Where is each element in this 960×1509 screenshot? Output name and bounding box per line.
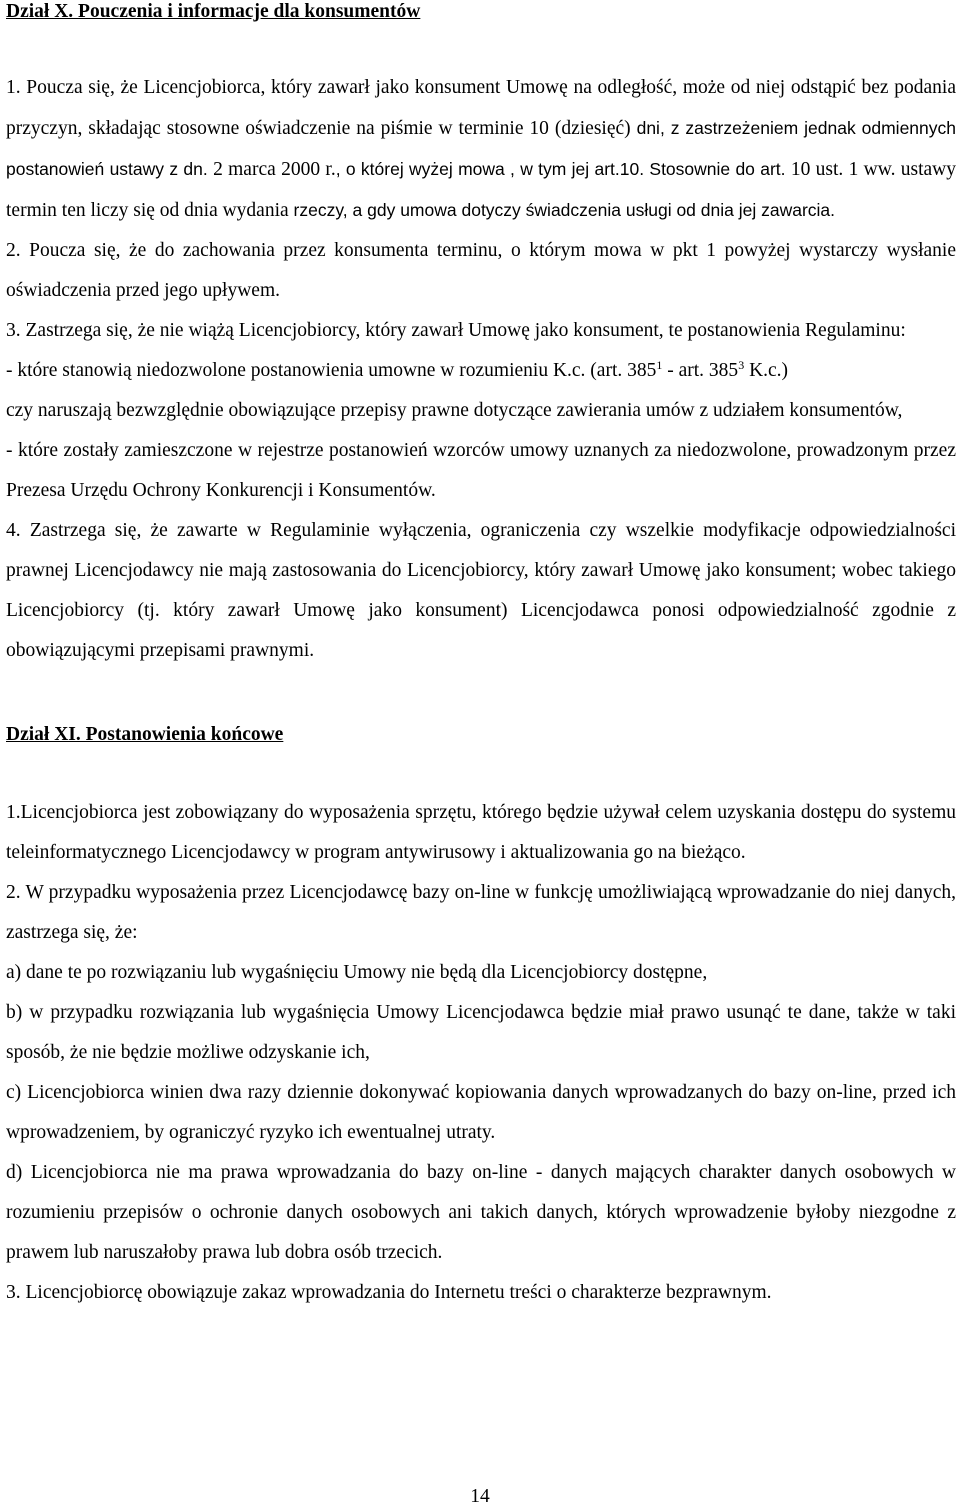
superscript-3: 3 [738,358,745,372]
section-10-paragraph-3-item-3: - które zostały zamieszczone w rejestrze postanowień wzorców umowy uznanych za niedozwolone, prowadzonym przez Prezesa Urzędu Ochrony Konkurencji i Konsumentów. [6,440,956,501]
document-page [6,0,956,1313]
section-10-paragraph-4: 4. Zastrzega się, że zawarte w Regulaminie wyłączenia, ograniczenia czy wszelkie modyfikacje odpowiedzialności prawnej Licencjodawcy nie mają zastosowania do Licencjobiorcy, który zawarł Umowę jako konsument; wobec takiego Licencjobiorcy (tj. który zawarł Umowę jako konsument) Licencjodawca ponosi odpowiedzialność zgodnie z obowiązującymi przepisami prawnymi. [6,520,956,661]
section-11-title: Dział XI. Postanowienia końcowe [6,724,284,745]
item-1-text-c: K.c.) [744,360,789,381]
section-11-item-b: b) w przypadku rozwiązania lub wygaśnięcia Umowy Licencjodawca będzie miał prawo usunąć te dane, także w taki sposób, że nie będzie możliwe odzyskanie ich, [6,1002,956,1063]
section-11-paragraph-2: 2. W przypadku wyposażenia przez Licencjodawcę bazy on-line w funkcję umożliwiającą wprowadzanie do niej danych, zastrzega się, że: [6,882,956,943]
paragraph-1-text-f: rzeczy, a gdy umowa dotyczy świadczenia usługi od dnia jej zawarcia. [293,200,836,220]
spacer [6,747,956,793]
spacer [6,24,956,68]
spacer [6,671,956,723]
section-11-item-d: d) Licencjobiorca nie ma prawa wprowadzania do bazy on-line - danych mających charakter danych osobowych w rozumieniu przepisów o ochronie danych osobowych ani takich danych, których wprowadzenie byłoby niezgodne z prawem lub naruszałoby prawa lub dobra osób trzecich. [6,1162,956,1263]
item-1-text-b: - art. 385 [662,360,739,381]
section-11-item-c: c) Licencjobiorca winien dwa razy dziennie dokonywać kopiowania danych wprowadzanych do bazy on-line, przed ich wprowadzeniem, by ograniczyć ryzyko ich ewentualnej utraty. [6,1082,956,1143]
paragraph-1-text-c: 2 marca 2000 r. [213,159,336,180]
section-11-paragraph-1: 1.Licencjobiorca jest zobowiązany do wyposażenia sprzętu, którego będzie używał celem uzyskania dostępu do systemu teleinformatycznego Licencjodawcy w program antywirusowy i aktualizowania go na bieżąco. [6,802,956,863]
item-1-text-a: - które stanowią niedozwolone postanowienia umowne w rozumieniu K.c. (art. 385 [6,360,657,381]
section-10-paragraph-2: 2. Poucza się, że do zachowania przez konsumenta terminu, o którym mowa w pkt 1 powyżej wystarczy wysłanie oświadczenia przed jego upływem. [6,240,956,301]
section-10-paragraph-3-item-2: czy naruszają bezwzględnie obowiązujące przepisy prawne dotyczące zawierania umów z udziałem konsumentów, [6,400,903,421]
paragraph-1-text-e: 10 ust. 1 ww. ustawy termin ten liczy się od dnia wydania [6,159,957,221]
paragraph-1-text-d: , o której wyżej mowa , w tym jej art.10. Stosownie do art. [335,159,786,179]
section-10-title: Dział X. Pouczenia i informacje dla konsumentów [6,1,421,22]
page-number: 14 [470,1486,490,1507]
superscript-1: 1 [656,358,663,372]
section-10-paragraph-1 [6,68,956,231]
section-11-paragraph-3: 3. Licencjobiorcę obowiązuje zakaz wprowadzania do Internetu treści o charakterze bezprawnym. [6,1282,772,1303]
section-11-item-a: a) dane te po rozwiązaniu lub wygaśnięciu Umowy nie będą dla Licencjobiorcy dostępne, [6,962,708,983]
paragraph-1-text-b: dni, z zastrzeżeniem jednak odmiennych postanowień ustawy z dn. [6,118,956,179]
section-10-paragraph-3-item-1 [6,351,956,391]
paragraph-1-text-a: 1. Poucza się, że Licencjobiorca, który zawarł jako konsument Umowę na odległość, może od niej odstąpić bez podania przyczyn, składając stosowne oświadczenie na piśmie w terminie 10 (dziesięć) [6,77,956,139]
section-10-paragraph-3-intro: 3. Zastrzega się, że nie wiążą Licencjobiorcy, który zawarł Umowę jako konsument, te postanowienia Regulaminu: [6,320,906,341]
